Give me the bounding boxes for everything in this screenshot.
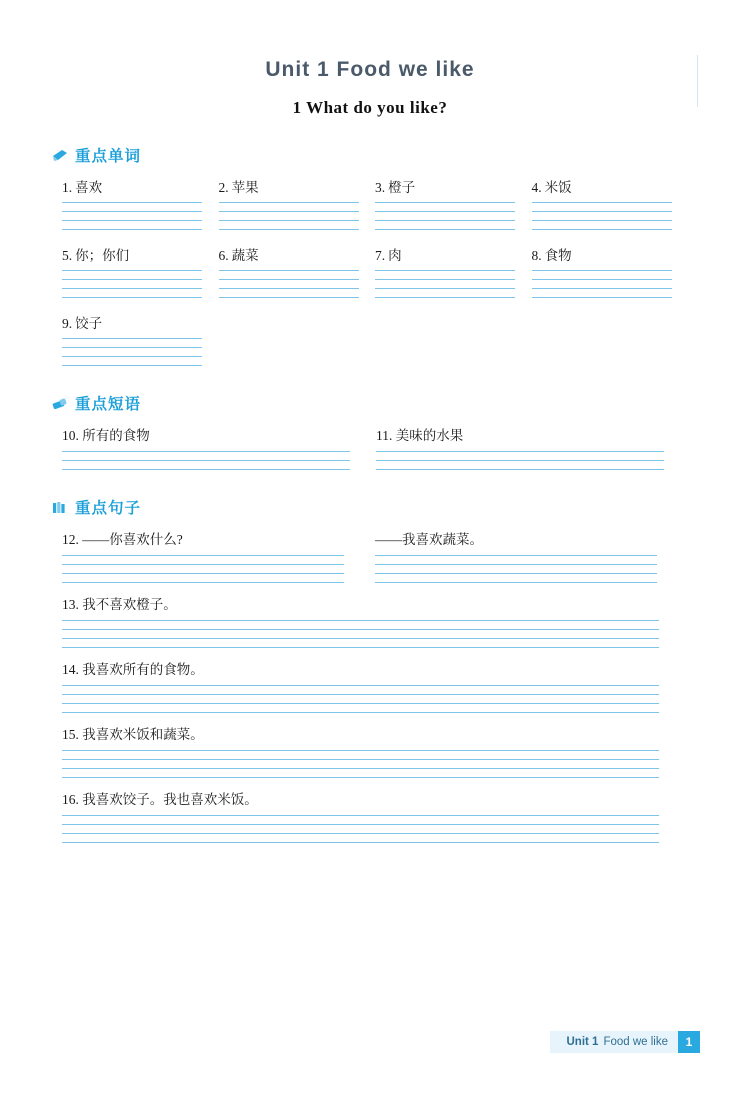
word-label: [62, 244, 219, 264]
page-number: 1: [678, 1031, 700, 1053]
write-line[interactable]: [219, 220, 359, 221]
write-line[interactable]: [532, 202, 672, 203]
write-line[interactable]: [62, 564, 344, 565]
sentence-label: [62, 593, 688, 613]
write-line[interactable]: [62, 824, 659, 825]
sentences-content: [0, 528, 740, 843]
word-number: 9.: [62, 316, 73, 331]
page-footer: [550, 1031, 700, 1053]
books-icon: [52, 501, 68, 514]
word-text: 蔬菜: [231, 248, 259, 263]
write-line[interactable]: [62, 842, 659, 843]
page-title: Unit 1 Food we like: [265, 58, 475, 81]
word-item: [219, 176, 376, 230]
write-line[interactable]: [219, 297, 359, 298]
write-line[interactable]: [532, 220, 672, 221]
write-line[interactable]: [376, 451, 664, 452]
answer-lines[interactable]: [62, 338, 219, 366]
write-line[interactable]: [376, 469, 664, 470]
write-line[interactable]: [62, 833, 659, 834]
write-line[interactable]: [62, 356, 202, 357]
write-line[interactable]: [62, 685, 659, 686]
sentence-label: [62, 528, 688, 548]
sentence-text: 我不喜欢橙子。: [82, 597, 177, 612]
word-number: 3.: [375, 180, 386, 195]
phrase-label: [62, 424, 376, 444]
sentence-item: [62, 593, 688, 648]
word-label: [532, 244, 689, 264]
sentence-label: [62, 788, 688, 808]
word-number: 5.: [62, 248, 73, 263]
footer-title: Food we like: [603, 1036, 668, 1048]
word-label: [375, 244, 532, 264]
sentence-text: 我喜欢饺子。我也喜欢米饭。: [82, 792, 258, 807]
word-number: 1.: [62, 180, 73, 195]
answer-lines[interactable]: [532, 270, 689, 298]
word-label: [62, 176, 219, 196]
write-line[interactable]: [62, 451, 350, 452]
answer-lines[interactable]: [62, 202, 219, 230]
write-line[interactable]: [62, 469, 350, 470]
write-line[interactable]: [375, 555, 657, 556]
answer-lines[interactable]: [62, 685, 688, 713]
answer-lines[interactable]: [62, 750, 688, 778]
write-line[interactable]: [532, 297, 672, 298]
answer-lines[interactable]: [375, 270, 532, 298]
sentence-number: 13.: [62, 597, 79, 612]
write-line[interactable]: [62, 270, 202, 271]
word-label: [219, 244, 376, 264]
phrase-text: 美味的水果: [395, 428, 464, 443]
word-label: [62, 312, 219, 332]
answer-lines[interactable]: [62, 270, 219, 298]
phrase-item: [62, 424, 376, 470]
phrase-text: 所有的食物: [82, 428, 150, 443]
write-line[interactable]: [219, 202, 359, 203]
pen-nib-icon: [52, 149, 68, 162]
write-line[interactable]: [62, 582, 344, 583]
page-edge-mark: [697, 55, 698, 107]
sentence-item: [62, 528, 688, 583]
write-line[interactable]: [62, 338, 202, 339]
word-text: 喜欢: [75, 180, 103, 195]
section-title: 1 What do you like?: [292, 98, 448, 117]
write-line[interactable]: [62, 620, 659, 621]
sentence-item: [62, 723, 688, 778]
word-item: [62, 312, 219, 366]
word-item: [375, 244, 532, 298]
write-line[interactable]: [62, 694, 659, 695]
write-line[interactable]: [219, 211, 359, 212]
word-number: 8.: [531, 248, 542, 263]
write-line[interactable]: [62, 297, 202, 298]
write-line[interactable]: [62, 202, 202, 203]
write-line[interactable]: [62, 365, 202, 366]
word-number: 4.: [531, 180, 542, 195]
write-line[interactable]: [532, 270, 672, 271]
word-item: [375, 176, 532, 230]
word-text: 食物: [544, 248, 572, 263]
write-line[interactable]: [375, 297, 515, 298]
section-heading-words: [52, 144, 740, 166]
write-line[interactable]: [375, 202, 515, 203]
write-line[interactable]: [532, 229, 672, 230]
answer-lines[interactable]: [62, 451, 376, 470]
word-label: [375, 176, 532, 196]
answer-lines[interactable]: [62, 555, 375, 583]
write-line[interactable]: [375, 573, 657, 574]
write-line[interactable]: [375, 270, 515, 271]
sentence-label: [62, 723, 688, 743]
word-item: [532, 176, 689, 230]
answer-lines[interactable]: [219, 270, 376, 298]
write-line[interactable]: [62, 220, 202, 221]
section-heading-phrases-label: 重点短语: [75, 396, 142, 413]
write-line[interactable]: [62, 712, 659, 713]
sentence-text: 我喜欢所有的食物。: [82, 662, 204, 677]
word-text: 橙子: [388, 180, 416, 195]
word-item: [532, 244, 689, 298]
eraser-icon: [52, 397, 68, 410]
answer-lines[interactable]: [62, 620, 688, 648]
write-line[interactable]: [62, 703, 659, 704]
phrase-label: [376, 424, 676, 444]
write-line[interactable]: [62, 460, 350, 461]
sentence-text-2: ——我喜欢蔬菜。: [375, 532, 483, 547]
word-number: 7.: [375, 248, 386, 263]
sentence-item: [62, 658, 688, 713]
footer-unit: Unit 1: [566, 1036, 599, 1048]
write-line[interactable]: [532, 279, 672, 280]
write-line[interactable]: [375, 229, 515, 230]
sentence-text: ——你喜欢什么?: [82, 532, 183, 547]
answer-lines[interactable]: [375, 202, 532, 230]
write-line[interactable]: [219, 288, 359, 289]
write-line[interactable]: [375, 279, 515, 280]
write-line[interactable]: [62, 229, 202, 230]
phrase-number: 10.: [62, 428, 79, 443]
phrase-row: [62, 424, 688, 470]
word-number: 6.: [218, 248, 229, 263]
write-line[interactable]: [375, 288, 515, 289]
phrases-content: [0, 424, 740, 470]
write-line[interactable]: [62, 629, 659, 630]
word-text: 你；你们: [75, 248, 130, 263]
write-line[interactable]: [62, 759, 659, 760]
section-heading-sentences-label: 重点句子: [75, 500, 142, 517]
word-text: 饺子: [75, 316, 103, 331]
sentence-number: 16.: [62, 792, 79, 807]
answer-lines[interactable]: [376, 451, 676, 470]
section-heading-phrases: [52, 392, 740, 414]
word-number: 2.: [218, 180, 229, 195]
word-item: [62, 176, 219, 230]
section-heading-words-label: 重点单词: [75, 148, 142, 165]
write-line[interactable]: [62, 211, 202, 212]
write-line[interactable]: [62, 279, 202, 280]
word-row: [62, 176, 688, 230]
write-line[interactable]: [62, 555, 344, 556]
word-text: 米饭: [544, 180, 572, 195]
sentence-text: 我喜欢米饭和蔬菜。: [82, 727, 204, 742]
word-item: [219, 244, 376, 298]
write-line[interactable]: [62, 647, 659, 648]
write-line[interactable]: [532, 211, 672, 212]
write-line[interactable]: [219, 229, 359, 230]
word-label: [219, 176, 376, 196]
words-content: [0, 176, 740, 366]
write-line[interactable]: [62, 777, 659, 778]
answer-lines[interactable]: [375, 555, 688, 583]
write-line[interactable]: [62, 768, 659, 769]
answer-lines[interactable]: [62, 815, 688, 843]
sentence-item: [62, 788, 688, 843]
word-row: [62, 312, 688, 366]
write-line[interactable]: [219, 279, 359, 280]
write-line[interactable]: [62, 638, 659, 639]
answer-lines[interactable]: [219, 202, 376, 230]
word-text: 肉: [388, 248, 402, 263]
sentence-number: 15.: [62, 727, 79, 742]
phrase-number: 11.: [376, 428, 393, 443]
write-line[interactable]: [375, 582, 657, 583]
section-heading-sentences: [52, 496, 740, 518]
write-line[interactable]: [62, 750, 659, 751]
write-line[interactable]: [376, 460, 664, 461]
sentence-number: 14.: [62, 662, 79, 677]
word-label: [532, 176, 689, 196]
word-text: 苹果: [231, 180, 259, 195]
answer-lines[interactable]: [532, 202, 689, 230]
write-line[interactable]: [219, 270, 359, 271]
write-line[interactable]: [532, 288, 672, 289]
write-line[interactable]: [375, 211, 515, 212]
word-row: [62, 244, 688, 298]
write-line[interactable]: [375, 220, 515, 221]
footer-label: [550, 1031, 678, 1053]
phrase-item: [376, 424, 676, 470]
write-line[interactable]: [62, 815, 659, 816]
sentence-number: 12.: [62, 532, 79, 547]
write-line[interactable]: [375, 564, 657, 565]
write-line[interactable]: [62, 573, 344, 574]
write-line[interactable]: [62, 288, 202, 289]
write-line[interactable]: [62, 347, 202, 348]
word-item: [62, 244, 219, 298]
sentence-label: [62, 658, 688, 678]
